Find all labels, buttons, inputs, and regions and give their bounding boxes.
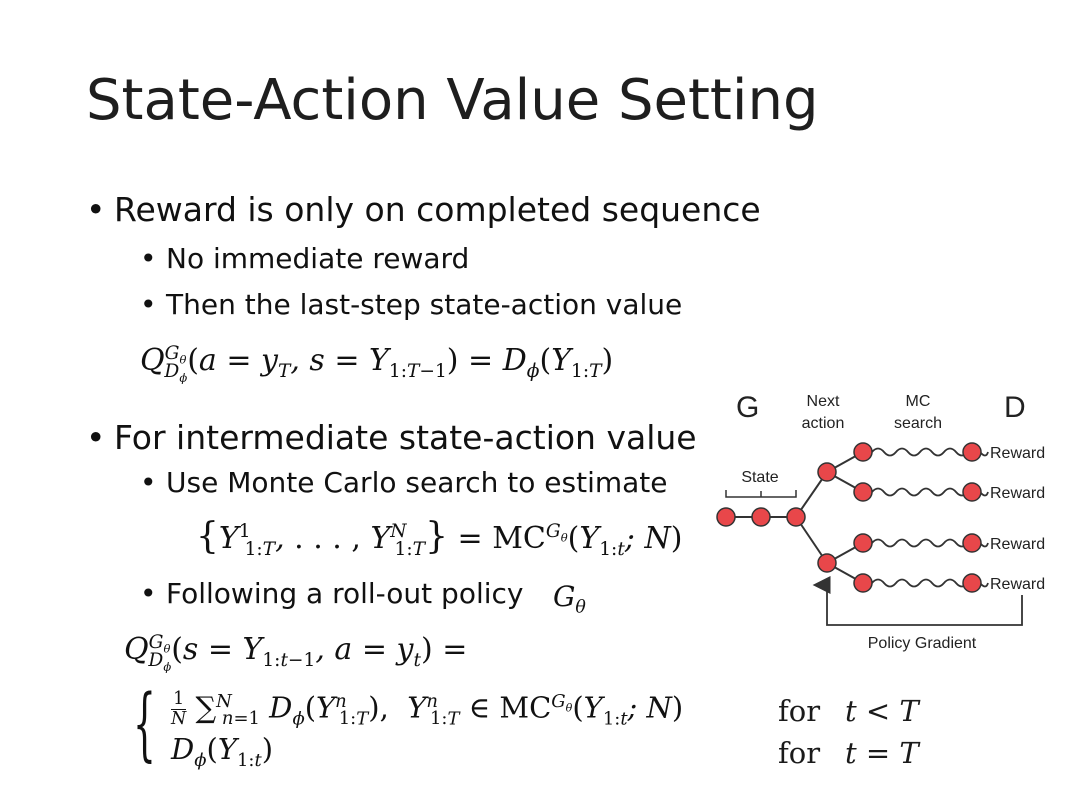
diagram-g-label: G — [736, 391, 760, 424]
case-condition: t < T — [845, 694, 919, 728]
equation-g-theta: $G_\theta$ — [553, 580, 586, 618]
bullet-dot-icon: • — [140, 288, 157, 321]
equation-mc-search: {$Y^1_{1:T}$, . . . , $Y^N_{1:T}\} = MC^{G_\theta}(Y_{1:t}$; N) — [196, 516, 683, 560]
diagram-state-label: State — [741, 469, 779, 486]
seqgan-diagram — [700, 375, 1080, 695]
bullet-dot-icon: • — [86, 418, 106, 457]
rollout-start-node — [854, 534, 872, 552]
equation-intermediate-q: $Q^{G_\theta}_{D_\phi}(s = Y_{1:t-1}$, $a = y_t$) = — [124, 632, 468, 674]
rollout-end-node — [963, 534, 981, 552]
rollout-start-node — [854, 443, 872, 461]
subbullet-text: Then the last-step state-action value — [166, 288, 683, 321]
equation-cases — [133, 677, 933, 772]
reward-label: Reward — [990, 485, 1046, 502]
case-row-t-equal: $D_\phi(Y_{1:t})$ — [171, 732, 274, 771]
bullet-reward-completed — [86, 190, 761, 229]
rollout-end-node — [963, 574, 981, 592]
diagram-mc-label: MC — [905, 393, 931, 410]
subbullet-text: Following a roll-out policy — [166, 577, 524, 610]
reward-label: Reward — [990, 445, 1046, 462]
bullet-text: For intermediate state-action value — [114, 418, 697, 457]
case-row-t-less: $\frac{1}{N}$ ∑$^N_{n=1}$ $D_\phi(Y^n_{1:T})$, $Y^n_{1:T}$ ∈ $MC^{G_\theta}(Y_{1:t}$; N) — [171, 689, 684, 730]
subbullet-text: Use Monte Carlo search to estimate — [166, 466, 668, 499]
diagram-d-label: D — [1004, 391, 1026, 424]
rollout-end-node — [963, 443, 981, 461]
subbullet-monte-carlo — [140, 466, 668, 499]
case-for-label: for — [778, 694, 821, 728]
diagram-action-label: action — [801, 415, 845, 432]
subbullet-no-immediate — [140, 242, 469, 275]
rollout-start-node — [854, 574, 872, 592]
subbullet-text: No immediate reward — [166, 242, 470, 275]
action-node — [818, 554, 836, 572]
diagram-svg — [700, 375, 1080, 675]
bullet-dot-icon: • — [140, 466, 157, 499]
state-bracket — [726, 490, 796, 497]
bullet-dot-icon: • — [86, 190, 106, 229]
action-node — [818, 463, 836, 481]
reward-label: Reward — [990, 536, 1046, 553]
equation-last-step-q: $Q^{G_\theta}_{D_\phi}(a = y_T$, $s = Y_{1:T-1}) = D_\phi(Y_{1:T})$ — [140, 343, 614, 385]
policy-gradient-label: Policy Gradient — [867, 635, 977, 652]
reward-label: Reward — [990, 576, 1046, 593]
diagram-search-label: search — [893, 415, 943, 432]
bullet-intermediate — [86, 418, 697, 457]
rollout-end-node — [963, 483, 981, 501]
rollout-start-node — [854, 483, 872, 501]
state-node — [752, 508, 770, 526]
diagram-next-label: Next — [806, 393, 840, 410]
bullet-text: Reward is only on completed sequence — [114, 190, 761, 229]
case-condition: t = T — [845, 736, 919, 770]
state-node — [787, 508, 805, 526]
slide-title: State-Action Value Setting — [86, 68, 819, 133]
brace-icon: { — [133, 677, 156, 770]
subbullet-rollout — [140, 577, 523, 610]
case-for-label: for — [778, 736, 821, 770]
bullet-dot-icon: • — [140, 242, 157, 275]
state-node — [717, 508, 735, 526]
bullet-dot-icon: • — [140, 577, 157, 610]
subbullet-last-step — [140, 288, 682, 321]
